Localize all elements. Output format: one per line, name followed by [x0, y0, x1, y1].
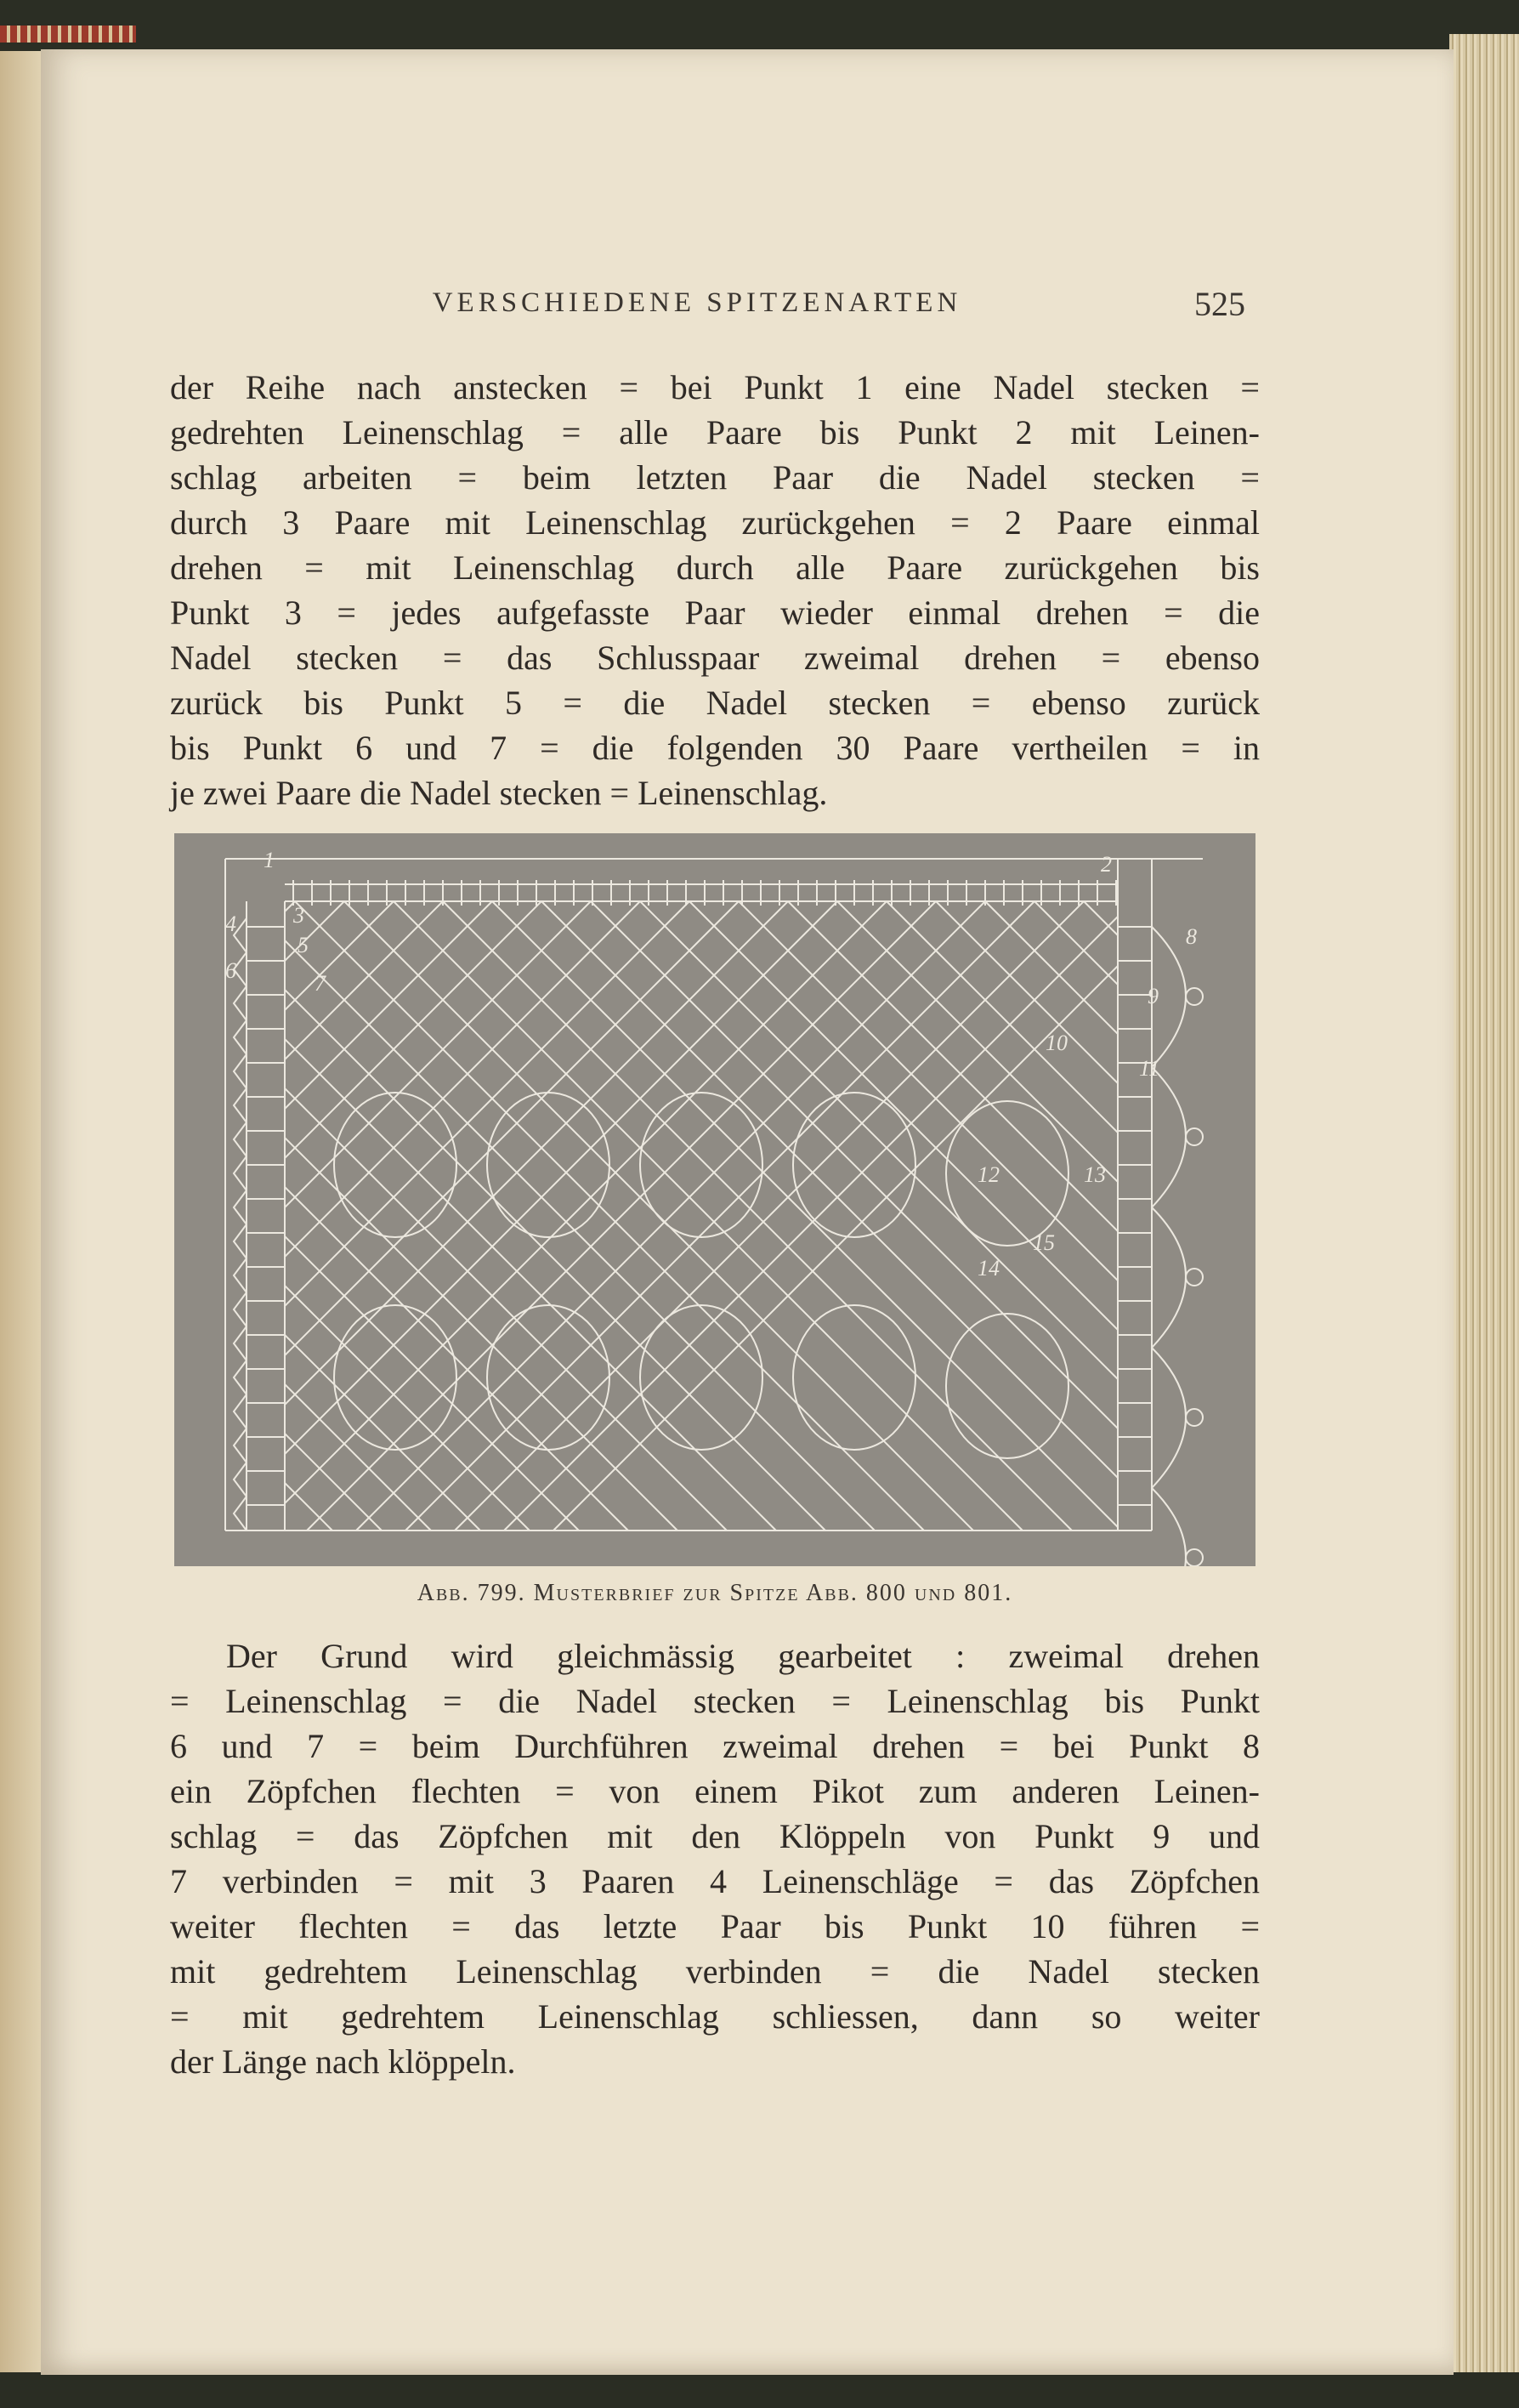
text-line: der Länge nach klöppeln.	[170, 2042, 516, 2081]
lace-pattern-figure	[174, 833, 1255, 1566]
text-line: gedrehten Leinenschlag = alle Paare bis Punkt 2 mit Leinen-	[170, 413, 1260, 452]
text-line: schlag = das Zöpfchen mit den Klöppeln von Punkt 9 und	[170, 1817, 1260, 1855]
page-number: 525	[1194, 285, 1245, 323]
text-line: drehen = mit Leinenschlag durch alle Paare zurückgehen bis	[170, 548, 1260, 587]
book-cover-bottom	[0, 2372, 1519, 2408]
text-line: bis Punkt 6 und 7 = die folgenden 30 Paare vertheilen = in	[170, 729, 1260, 767]
lace-pattern-drawing	[174, 833, 1255, 1566]
text-line: zurück bis Punkt 5 = die Nadel stecken = ebenso zurück	[170, 684, 1260, 722]
point-label: 1	[264, 848, 275, 872]
point-label: 12	[978, 1162, 1000, 1187]
text-line: weiter flechten = das letzte Paar bis Punkt 10 führen =	[170, 1907, 1260, 1945]
text-line: schlag arbeiten = beim letzten Paar die Nadel stecken =	[170, 458, 1260, 497]
point-label: 15	[1033, 1230, 1055, 1255]
book-cover-top	[0, 0, 1519, 51]
point-label: 10	[1046, 1031, 1068, 1055]
text-line: 6 und 7 = beim Durchführen zweimal drehen = bei Punkt 8	[170, 1727, 1260, 1765]
point-label: 6	[225, 958, 236, 983]
figure-caption-text: Abb. 799. Musterbrief zur Spitze Abb. 800 und 801.	[417, 1580, 1013, 1606]
text-line: durch 3 Paare mit Leinenschlag zurückgehen = 2 Paare einmal	[170, 503, 1260, 542]
point-label: 14	[978, 1256, 1000, 1281]
point-label: 5	[298, 933, 309, 957]
text-line: mit gedrehtem Leinenschlag verbinden = die Nadel stecken	[170, 1952, 1260, 1991]
text-line: 7 verbinden = mit 3 Paaren 4 Leinenschläge = das Zöpfchen	[170, 1862, 1260, 1900]
point-label: 8	[1186, 924, 1197, 949]
figure-caption	[170, 1580, 1260, 1607]
point-label: 9	[1148, 984, 1159, 1008]
point-label: 7	[315, 971, 326, 996]
text-line: der Reihe nach anstecken = bei Punkt 1 eine Nadel stecken =	[170, 368, 1260, 406]
point-label: 2	[1101, 852, 1112, 877]
text-line: = mit gedrehtem Leinenschlag schliessen, dann so weiter	[170, 1997, 1260, 2036]
text-line: = Leinenschlag = die Nadel stecken = Leinenschlag bis Punkt	[170, 1682, 1260, 1720]
mesh-clip	[174, 833, 1255, 901]
text-line: Der Grund wird gleichmässig gearbeitet : zweimal drehen	[226, 1637, 1260, 1675]
text-line: Nadel stecken = das Schlusspaar zweimal drehen = ebenso	[170, 639, 1260, 677]
point-label: 13	[1084, 1162, 1106, 1187]
point-label: 4	[225, 912, 236, 936]
bookmark-ribbon	[0, 26, 136, 43]
text-line: je zwei Paare die Nadel stecken = Leinenschlag.	[170, 774, 828, 812]
running-title: VERSCHIEDENE SPITZENARTEN	[432, 287, 962, 318]
point-label: 11	[1139, 1056, 1160, 1081]
text-line: ein Zöpfchen flechten = von einem Pikot zum anderen Leinen-	[170, 1772, 1260, 1810]
mesh-clip	[174, 1531, 1255, 1566]
point-label: 3	[293, 903, 304, 928]
page-stack-edges	[1449, 34, 1519, 2389]
text-line: Punkt 3 = jedes aufgefasste Paar wieder einmal drehen = die	[170, 593, 1260, 632]
paragraph-1	[170, 365, 1260, 815]
paragraph-2	[170, 1633, 1260, 2084]
left-page-edge	[0, 51, 41, 2381]
